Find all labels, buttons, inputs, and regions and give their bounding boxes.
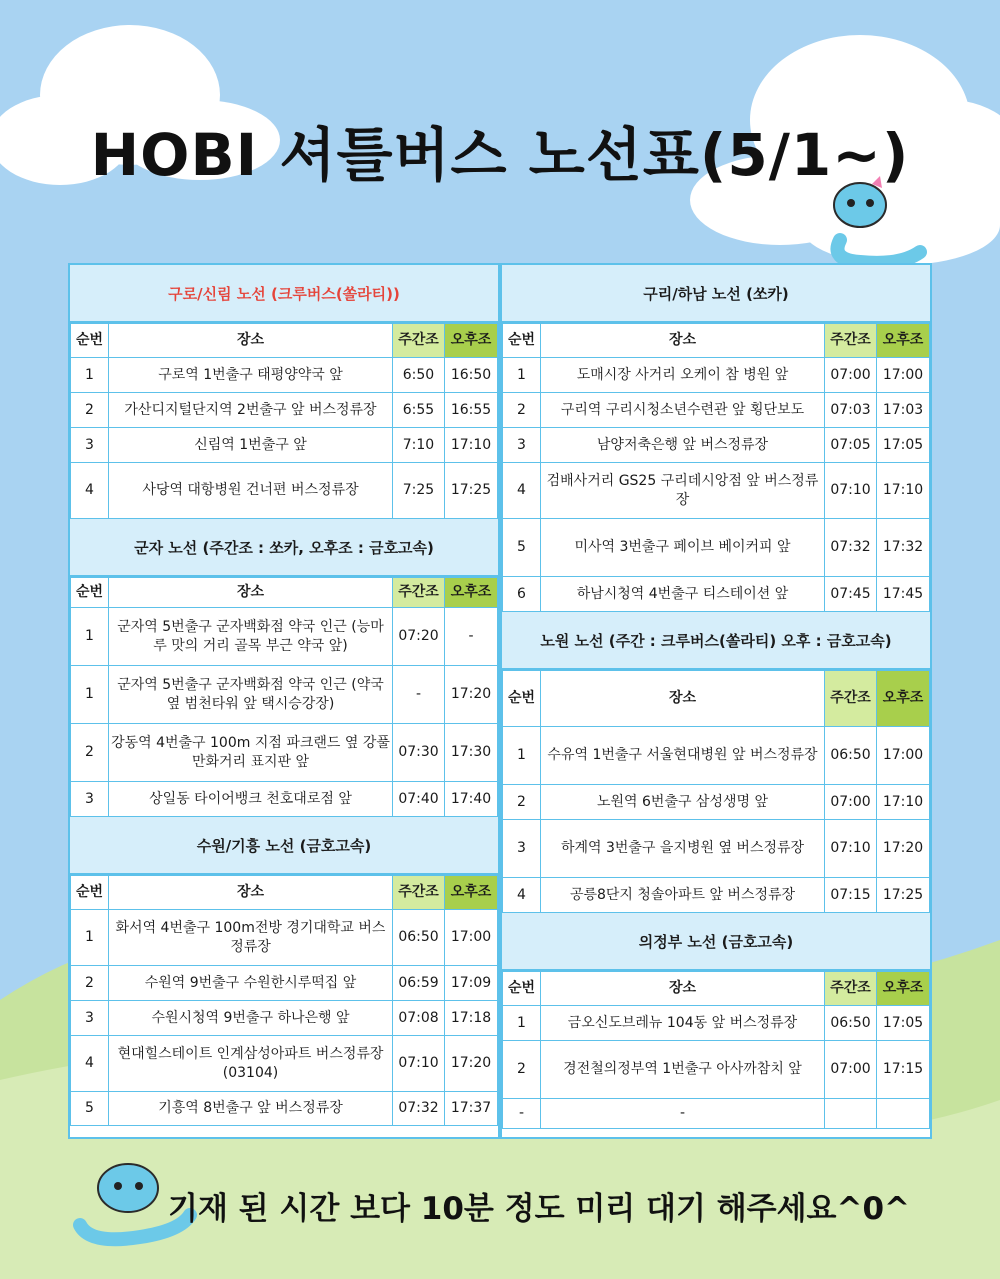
header-no: 순번 <box>71 324 109 358</box>
header-pm: 오후조 <box>877 972 930 1006</box>
table-row <box>503 519 930 577</box>
row-no: 3 <box>503 428 541 463</box>
header-place: 장소 <box>109 324 393 358</box>
row-day: 07:32 <box>393 1092 445 1126</box>
table-row <box>503 727 930 785</box>
table-nowon <box>502 670 930 913</box>
row-place: 하남시청역 4번출구 티스테이션 앞 <box>541 577 825 612</box>
row-place: 신림역 1번출구 앞 <box>109 428 393 463</box>
row-no: 1 <box>503 1006 541 1041</box>
row-place: 수유역 1번출구 서울현대병원 앞 버스정류장 <box>541 727 825 785</box>
row-day: 7:25 <box>393 463 445 519</box>
row-no: 2 <box>503 393 541 428</box>
table-header <box>503 324 930 358</box>
table-row <box>71 608 498 666</box>
row-day: 06:50 <box>825 727 877 785</box>
table-row <box>71 966 498 1001</box>
row-pm: 17:20 <box>445 1036 498 1092</box>
row-no: 2 <box>503 1041 541 1099</box>
row-no: 1 <box>71 358 109 393</box>
header-no: 순번 <box>503 671 541 727</box>
header-day: 주간조 <box>393 578 445 608</box>
row-day: 7:10 <box>393 428 445 463</box>
header-place: 장소 <box>541 972 825 1006</box>
table-row <box>503 1099 930 1129</box>
row-pm: 17:00 <box>445 910 498 966</box>
row-pm: 17:37 <box>445 1092 498 1126</box>
header-place: 장소 <box>541 324 825 358</box>
row-no: 1 <box>503 358 541 393</box>
header-pm: 오후조 <box>877 324 930 358</box>
row-place: 구로역 1번출구 태평양약국 앞 <box>109 358 393 393</box>
row-pm: 17:32 <box>877 519 930 577</box>
row-no: 1 <box>71 910 109 966</box>
header-day: 주간조 <box>393 324 445 358</box>
row-pm: 17:15 <box>877 1041 930 1099</box>
row-pm <box>877 1099 930 1129</box>
row-place: 현대힐스테이트 인계삼성아파트 버스정류장 (03104) <box>109 1036 393 1092</box>
header-pm: 오후조 <box>445 324 498 358</box>
table-row <box>71 724 498 782</box>
row-day: 07:30 <box>393 724 445 782</box>
header-day: 주간조 <box>393 876 445 910</box>
row-pm: 17:00 <box>877 727 930 785</box>
section-title-suwon: 수원/기흥 노선 (금호고속) <box>70 817 498 875</box>
row-no: 2 <box>71 724 109 782</box>
table-row <box>503 820 930 878</box>
header-pm: 오후조 <box>445 578 498 608</box>
table-row <box>71 1001 498 1036</box>
row-pm: 17:20 <box>445 666 498 724</box>
row-day: 07:32 <box>825 519 877 577</box>
row-place: 가산디지털단지역 2번출구 앞 버스정류장 <box>109 393 393 428</box>
row-no: 2 <box>71 393 109 428</box>
row-no: 4 <box>503 878 541 913</box>
row-day: 07:08 <box>393 1001 445 1036</box>
row-pm: 17:10 <box>877 463 930 519</box>
table-header <box>503 671 930 727</box>
row-day: 07:10 <box>393 1036 445 1092</box>
table-row <box>71 428 498 463</box>
table-gunja <box>70 577 498 817</box>
section-title-uijeongbu: 의정부 노선 (금호고속) <box>502 913 930 971</box>
header-day: 주간조 <box>825 671 877 727</box>
header-pm: 오후조 <box>445 876 498 910</box>
table-guri <box>502 323 930 612</box>
table-row <box>503 358 930 393</box>
header-no: 순번 <box>71 876 109 910</box>
row-place: 강동역 4번출구 100m 지점 파크랜드 옆 강풀만화거리 표지판 앞 <box>109 724 393 782</box>
row-place: 하계역 3번출구 을지병원 옆 버스정류장 <box>541 820 825 878</box>
row-pm: 17:05 <box>877 1006 930 1041</box>
row-place: 남양저축은행 앞 버스정류장 <box>541 428 825 463</box>
header-no: 순번 <box>503 324 541 358</box>
row-no: 1 <box>71 608 109 666</box>
row-pm: - <box>445 608 498 666</box>
row-pm: 17:20 <box>877 820 930 878</box>
table-header <box>71 876 498 910</box>
row-day: 07:10 <box>825 820 877 878</box>
row-place: 상일동 타이어뱅크 천호대로점 앞 <box>109 782 393 817</box>
row-pm: 17:25 <box>445 463 498 519</box>
table-header <box>503 972 930 1006</box>
footer-note: 기재 된 시간 보다 10분 정도 미리 대기 해주세요^0^ <box>168 1191 911 1227</box>
row-day: 07:03 <box>825 393 877 428</box>
row-place: 군자역 5번출구 군자백화점 약국 인근 (능마루 맛의 거리 골목 부근 약국 앞) <box>109 608 393 666</box>
section-title-gunja: 군자 노선 (주간조 : 쏘카, 오후조 : 금호고속) <box>70 519 498 577</box>
row-no: 3 <box>71 1001 109 1036</box>
section-title-guro: 구로/신림 노선 (크루버스(쏠라티)) <box>70 265 498 323</box>
row-pm: 17:10 <box>445 428 498 463</box>
row-pm: 17:09 <box>445 966 498 1001</box>
header-pm: 오후조 <box>877 671 930 727</box>
row-no: 5 <box>71 1092 109 1126</box>
right-column <box>500 263 932 1139</box>
table-row <box>71 358 498 393</box>
header-place: 장소 <box>109 876 393 910</box>
table-row <box>71 910 498 966</box>
table-row <box>503 878 930 913</box>
row-place: 미사역 3번출구 페이브 베이커피 앞 <box>541 519 825 577</box>
row-day: 06:50 <box>393 910 445 966</box>
header-day: 주간조 <box>825 972 877 1006</box>
row-pm: 17:40 <box>445 782 498 817</box>
table-row <box>71 1036 498 1092</box>
table-row <box>71 393 498 428</box>
row-place: 노원역 6번출구 삼성생명 앞 <box>541 785 825 820</box>
row-place: 기흥역 8번출구 앞 버스정류장 <box>109 1092 393 1126</box>
row-pm: 16:55 <box>445 393 498 428</box>
header-place: 장소 <box>109 578 393 608</box>
row-no: 3 <box>503 820 541 878</box>
table-row <box>503 785 930 820</box>
row-no: 4 <box>71 463 109 519</box>
row-no: 2 <box>71 966 109 1001</box>
row-day <box>825 1099 877 1129</box>
row-day: 07:45 <box>825 577 877 612</box>
table-uijeongbu <box>502 971 930 1129</box>
row-place: 검배사거리 GS25 구리데시앙점 앞 버스정류장 <box>541 463 825 519</box>
row-pm: 17:00 <box>877 358 930 393</box>
row-day: 07:00 <box>825 358 877 393</box>
row-day: 07:20 <box>393 608 445 666</box>
table-row <box>503 463 930 519</box>
row-place: - <box>541 1099 825 1129</box>
row-day: 07:05 <box>825 428 877 463</box>
row-day: 07:00 <box>825 1041 877 1099</box>
row-day: 07:10 <box>825 463 877 519</box>
table-row <box>503 1041 930 1099</box>
row-place: 도매시장 사거리 오케이 참 병원 앞 <box>541 358 825 393</box>
header-no: 순번 <box>503 972 541 1006</box>
row-place: 수원역 9번출구 수원한시루떡집 앞 <box>109 966 393 1001</box>
table-row <box>503 577 930 612</box>
row-day: 07:00 <box>825 785 877 820</box>
row-place: 공릉8단지 청솔아파트 앞 버스정류장 <box>541 878 825 913</box>
row-pm: 17:05 <box>877 428 930 463</box>
row-place: 경전철의정부역 1번출구 아사까참치 앞 <box>541 1041 825 1099</box>
row-no: 4 <box>503 463 541 519</box>
row-no: 3 <box>71 428 109 463</box>
section-title-nowon: 노원 노선 (주간 : 크루버스(쏠라티) 오후 : 금호고속) <box>502 612 930 670</box>
section-title-guri: 구리/하남 노선 (쏘카) <box>502 265 930 323</box>
table-row <box>71 1092 498 1126</box>
row-place: 사당역 대항병원 건너편 버스정류장 <box>109 463 393 519</box>
table-row <box>503 393 930 428</box>
row-day: 06:59 <box>393 966 445 1001</box>
table-row <box>503 1006 930 1041</box>
row-no: 1 <box>503 727 541 785</box>
row-day: 06:50 <box>825 1006 877 1041</box>
table-row <box>503 428 930 463</box>
row-no: 5 <box>503 519 541 577</box>
left-column <box>68 263 500 1139</box>
row-pm: 17:03 <box>877 393 930 428</box>
row-no: 2 <box>503 785 541 820</box>
row-no: 4 <box>71 1036 109 1092</box>
table-suwon <box>70 875 498 1126</box>
row-pm: 17:30 <box>445 724 498 782</box>
row-place: 화서역 4번출구 100m전방 경기대학교 버스정류장 <box>109 910 393 966</box>
row-pm: 17:18 <box>445 1001 498 1036</box>
table-guro <box>70 323 498 519</box>
row-pm: 17:10 <box>877 785 930 820</box>
header-day: 주간조 <box>825 324 877 358</box>
header-no: 순번 <box>71 578 109 608</box>
table-header <box>71 324 498 358</box>
row-day: - <box>393 666 445 724</box>
page-title: HOBI 셔틀버스 노선표(5/1~) <box>90 121 910 189</box>
row-day: 6:50 <box>393 358 445 393</box>
table-row <box>71 666 498 724</box>
row-place: 수원시청역 9번출구 하나은행 앞 <box>109 1001 393 1036</box>
row-pm: 17:45 <box>877 577 930 612</box>
row-no: 6 <box>503 577 541 612</box>
row-day: 6:55 <box>393 393 445 428</box>
table-header <box>71 578 498 608</box>
row-no: - <box>503 1099 541 1129</box>
row-pm: 17:25 <box>877 878 930 913</box>
row-day: 07:40 <box>393 782 445 817</box>
row-place: 군자역 5번출구 군자백화점 약국 인근 (약국 옆 범천타워 앞 택시승강장) <box>109 666 393 724</box>
row-place: 구리역 구리시청소년수련관 앞 횡단보도 <box>541 393 825 428</box>
table-row <box>71 463 498 519</box>
table-row <box>71 782 498 817</box>
row-pm: 16:50 <box>445 358 498 393</box>
row-no: 3 <box>71 782 109 817</box>
row-place: 금오신도브레뉴 104동 앞 버스정류장 <box>541 1006 825 1041</box>
header-place: 장소 <box>541 671 825 727</box>
row-day: 07:15 <box>825 878 877 913</box>
row-no: 1 <box>71 666 109 724</box>
